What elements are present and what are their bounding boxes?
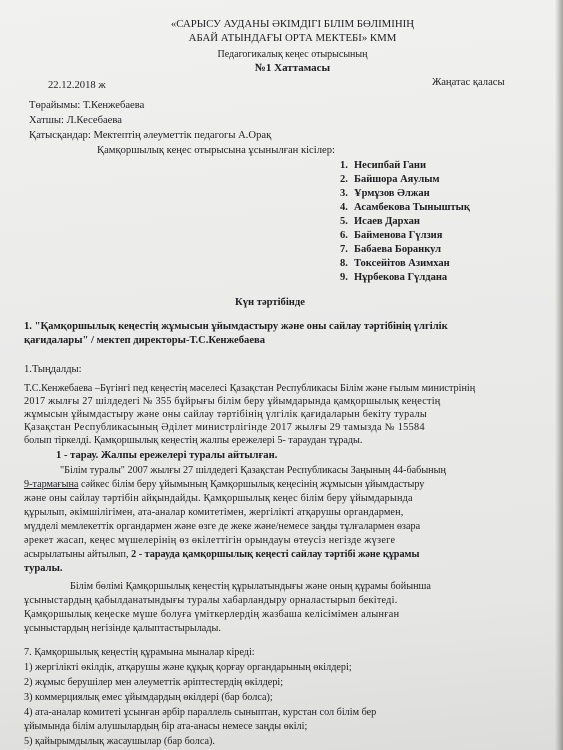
paragraph-1-line: 2017 жылғы 27 шілдедегі № 355 бұйрығы білім беру ұйымдарында қамқоршылық кеңестің	[24, 396, 441, 407]
list-item: 6. Байменова Гүлзия	[340, 230, 443, 241]
composition-item: 4) ата-аналар комитеті ұсынған әрбір параллель сыныптан, курстан сол білім бер	[24, 707, 377, 718]
org-name-line2: АБАЙ АТЫНДАҒЫ ОРТА МЕКТЕБІ» КММ	[188, 32, 397, 44]
participants-line: Қатысқандар: Мектептің әлеуметтік педагогы А.Орақ	[29, 130, 272, 141]
composition-item: 5) қайырымдылық жасаушылар (бар болса).	[24, 736, 215, 747]
paragraph-2-line: құрылып, әкімшілігімен, ата-аналар комитетімен, жергілікті атқарушы органдармен,	[24, 507, 404, 518]
paragraph-3-line: Білім бөлімі Қамқоршылық кеңестің құрылатындығы және оның құрамы бойынша	[70, 581, 431, 592]
list-item: 3. Ұрмұзов Әлжан	[340, 188, 430, 199]
list-item: 7. Бабаева Боранкул	[340, 244, 442, 255]
heard-label: 1.Тыңдалды:	[24, 364, 82, 375]
paragraph-2-line: "Білім туралы" 2007 жылғы 27 шілдедегі Қазақстан Республикасы Заңының 44-бабының	[60, 465, 446, 476]
protocol-title: №1 Хаттамасы	[254, 62, 331, 74]
paragraph-2-line: 9-тармағына сәйкес білім беру ұйымының Қамқоршылық кеңесінің жұмысын ұйымдастыру	[24, 479, 425, 490]
secretary-line: Хатшы: Л.Кесебаева	[29, 115, 122, 126]
paragraph-2-line: мүдделі мемлекеттік органдармен және өзге де жеке және/немесе заңды тұлғалармен өзара	[24, 521, 421, 532]
page-edge-shadow	[555, 0, 563, 750]
list-item: 8. Токсейітов Азимхан	[340, 258, 450, 269]
paragraph-3-line: ұсыныстардың қабылданатындығы туралы хабарландыру орналастырып бекітеді.	[24, 595, 398, 606]
agenda-item-1-line2: қағидалары" / мектеп директоры-Т.С.Кенжебаева	[24, 335, 266, 346]
paragraph-1-line: болып тіркелді. Қамқоршылық кеңестің жалпы ережелері 5- тараудан тұрады.	[24, 435, 363, 446]
composition-intro: 7. Қамқоршылық кеңестің құрамына мыналар кіреді:	[24, 647, 255, 658]
composition-item: ұйымында білім алушылардың бір ата-анасы немесе заңды өкілі;	[24, 721, 308, 732]
paragraph-1-line: Т.С.Кенжебаева –Бүгінгі пед кеңестің мәселесі Қазақстан Республикасы Білім және ғылым министрінің	[24, 383, 476, 394]
composition-item: 2) жұмыс берушілер мен әлеуметтік әріптестердің өкілдері;	[24, 677, 284, 688]
agenda-heading: Күн тәртібінде	[235, 297, 305, 308]
paragraph-3-line: Қамқоршылық кеңеске мүше болуға үміткерлердің жазбаша келісімімен алынған	[24, 609, 400, 620]
paragraph-2-line: туралы.	[24, 563, 63, 574]
composition-item: 1) жергілікті өкілдік, атқарушы және құқық қорғау органдарының өкілдері;	[24, 662, 352, 673]
list-item: 5. Исаев Дархан	[340, 216, 420, 227]
protocol-date: 22.12.2018 ж	[48, 80, 106, 91]
protocol-city: Жаңатас қаласы	[432, 77, 505, 88]
paragraph-1-line: жұмысын ұйымдастыру және оны сайлау тәртібінің үлгілік қағидаларын бекіту туралы	[24, 409, 428, 420]
section-2-heading: 2 - тарауда қамқоршылық кеңесті сайлау тәртібі және құрамы	[131, 549, 420, 560]
org-name-line1: «САРЫСУ АУДАНЫ ӘКІМДІГІ БІЛІМ БӨЛІМІНІҢ	[170, 18, 415, 30]
list-item: 2. Байшора Аяулым	[340, 174, 440, 185]
candidates-intro: Қамқоршылық кеңес отырысына ұсынылған кісілер:	[97, 145, 335, 156]
list-item: 9. Нұрбекова Гүлдана	[340, 272, 448, 283]
section-1-heading: 1 - тарау. Жалпы ережелері туралы айтылған.	[56, 450, 278, 461]
paragraph-2-line: және оны сайлау тәртібін айқындайды. Қамқоршылық кеңес білім беру ұйымдарында	[24, 493, 413, 504]
list-item: 1. Несипбай Гани	[340, 160, 426, 171]
list-item: 4. Асамбекова Тыныштық	[340, 202, 470, 213]
law-article-link: 9-тармағына	[24, 479, 79, 490]
composition-item: 3) коммерциялық емес ұйымдардың өкілдері (бар болса);	[24, 692, 273, 703]
paragraph-1-line: Қазақстан Республикасының Әділет министрлігінде 2017 жылғы 29 тамызда № 15584	[24, 422, 425, 433]
paragraph-2-line: әрекет жасап, кеңес мүшелерінің өз өкілеттігін орындауы өтеусіз негізде жүзеге	[24, 535, 396, 546]
agenda-item-1-line1: 1. "Қамқоршылық кеңестің жұмысын ұйымдастыру және оны сайлау тәртібінің үлгілік	[24, 321, 448, 332]
paragraph-3-line: ұсыныстардың негізінде қалыптастырылады.	[24, 623, 221, 634]
council-line: Педагогикалық кеңес отырысының	[217, 49, 368, 60]
paragraph-2-line: асырылатыны айтылып, 2 - тарауда қамқоршылық кеңесті сайлау тәртібі және құрамы	[24, 549, 420, 560]
chair-line: Төрайымы: Т.Кенжебаева	[29, 100, 145, 111]
